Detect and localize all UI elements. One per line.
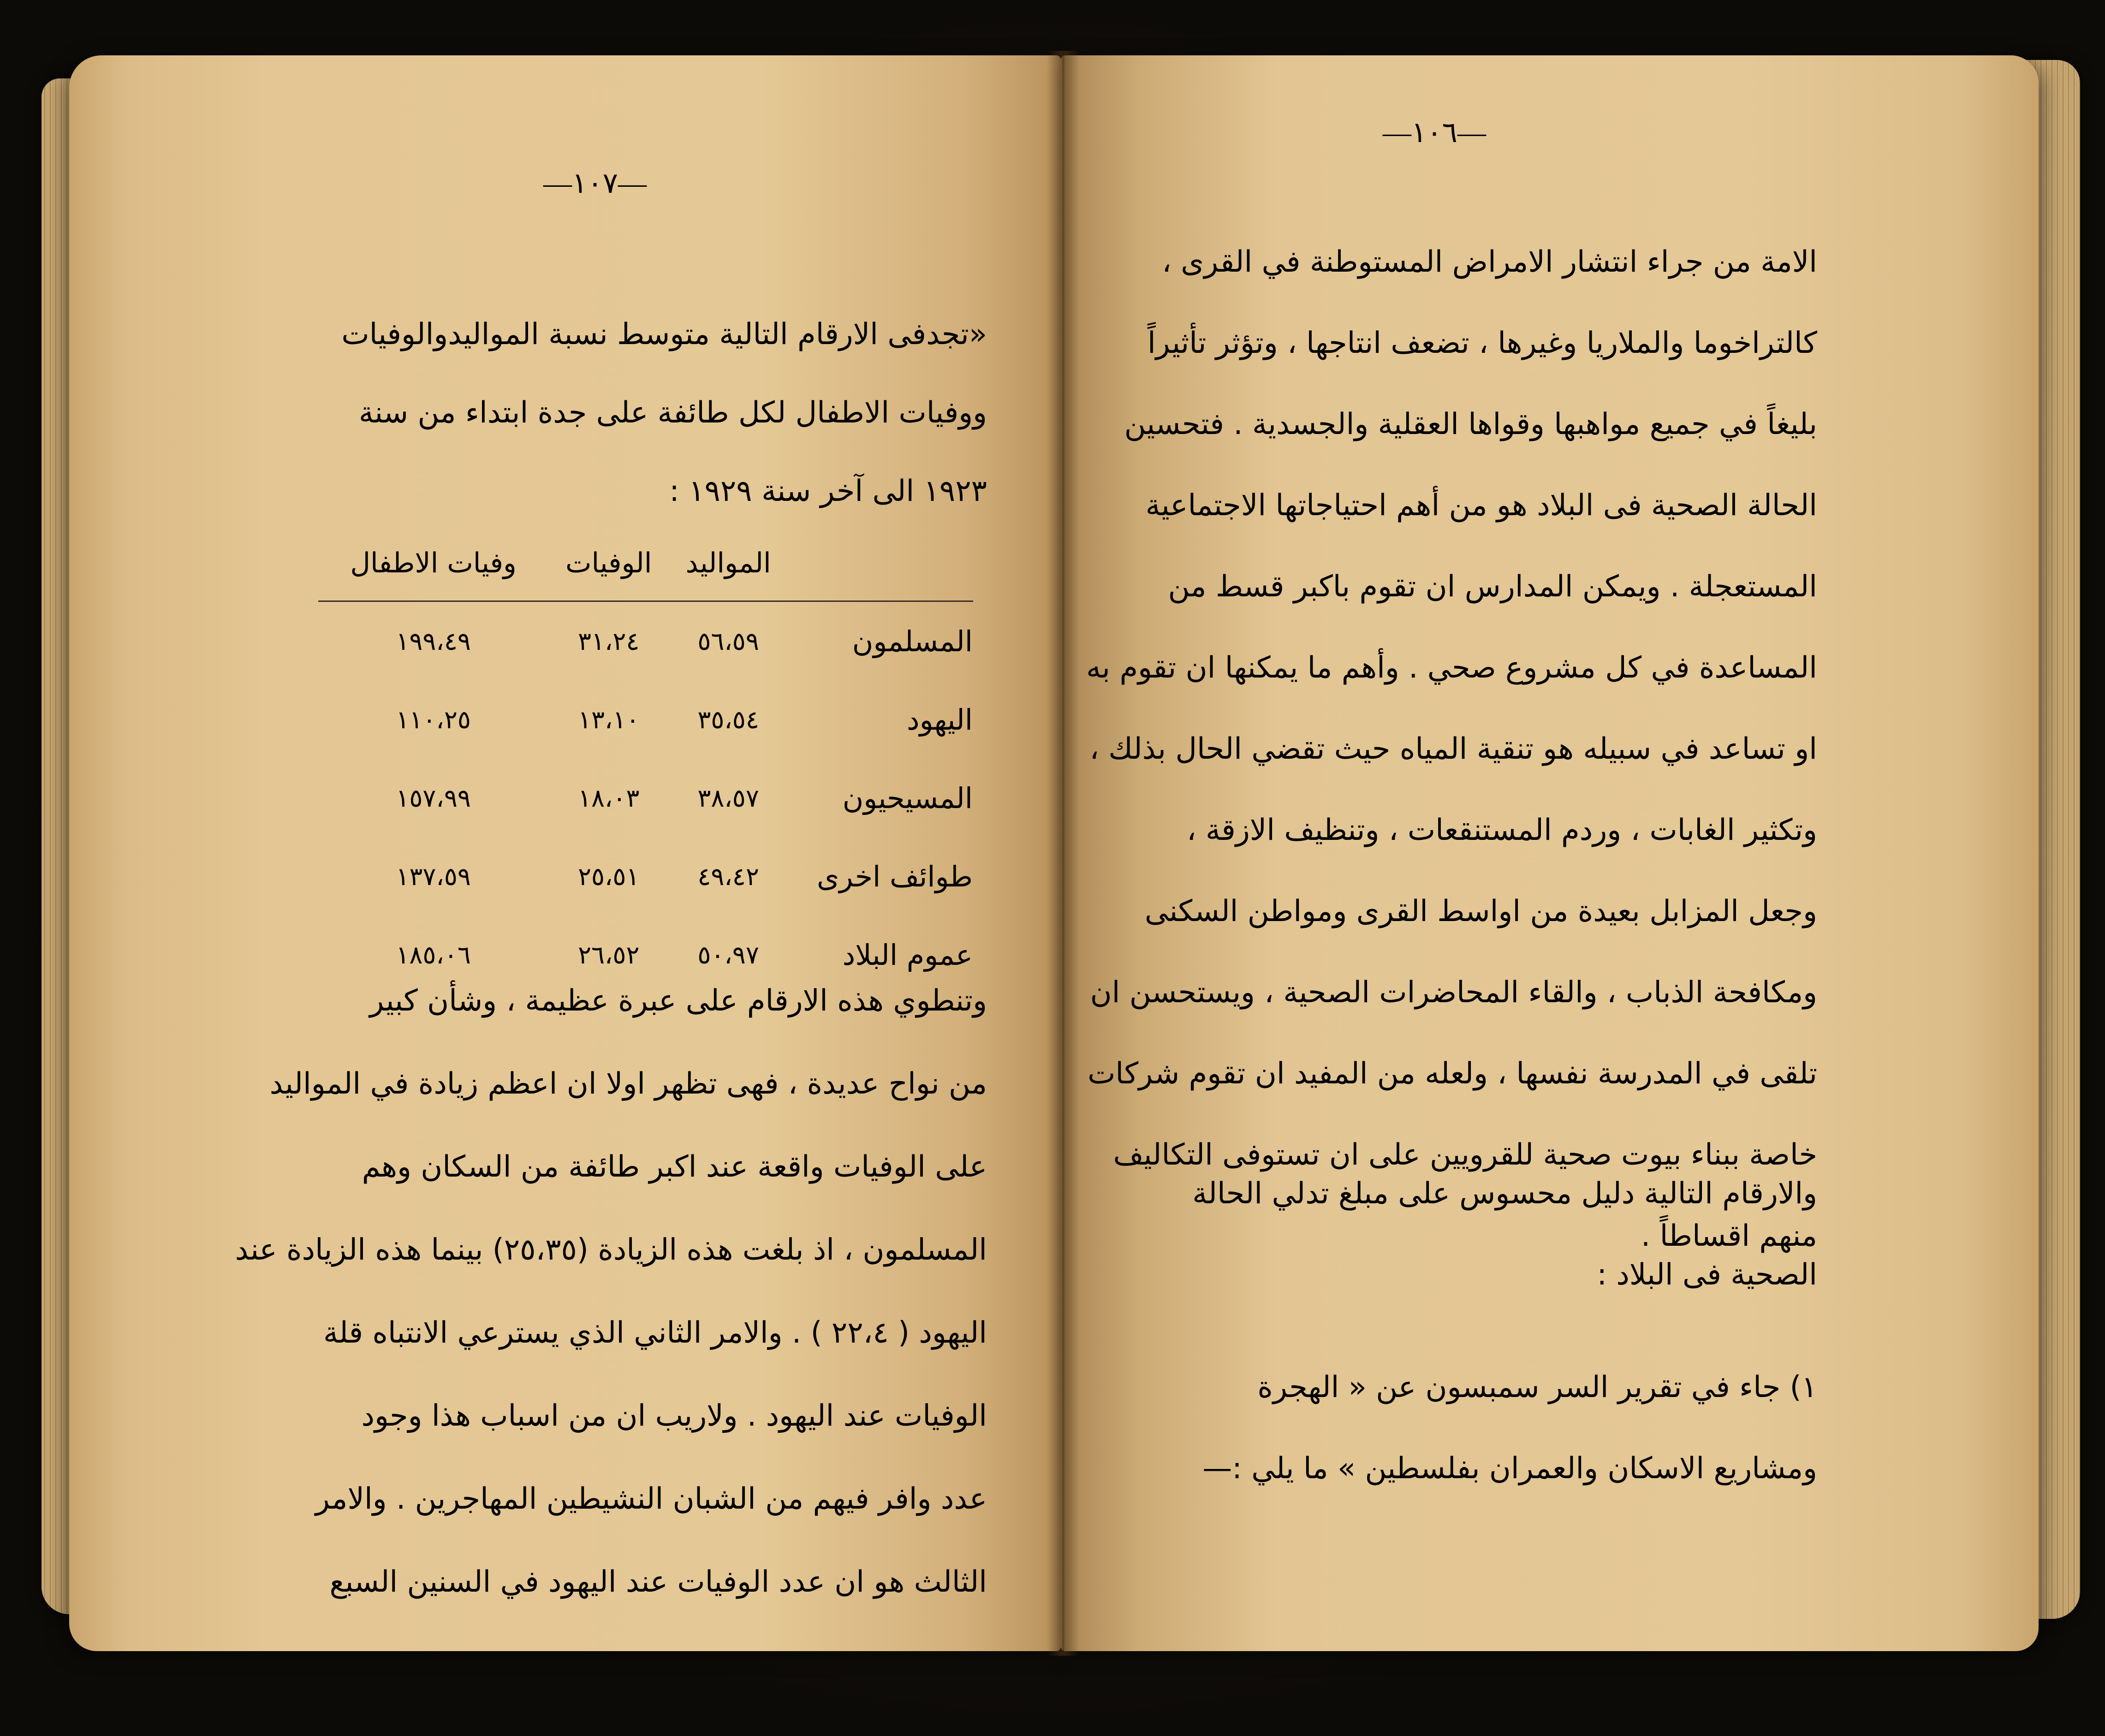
text-line: الحالة الصحية فى البلاد هو من أهم احتياجاتها الاجتماعية (1145, 488, 1817, 523)
text-line: ١) جاء في تقرير السر سمبسون عن « الهجرة (1257, 1370, 1817, 1404)
text-line: والارقام التالية دليل محسوس على مبلغ تدلي الحالة (1192, 1177, 1817, 1211)
text-line: المسلمون ، اذ بلغت هذه الزيادة (٢٥،٣٥) بينما هذه الزيادة عند (235, 1233, 987, 1267)
text-line: من نواح عديدة ، فهى تظهر اولا ان اعظم زيادة في المواليد (269, 1067, 987, 1101)
text-line: الصحية فى البلاد : (1597, 1258, 1817, 1292)
text-line: «تجدفى الارقام التالية متوسط نسبة المواليدوالوفيات (341, 317, 987, 351)
births-cell: ٤٩،٤٢ (697, 862, 759, 891)
text-line: ١٩٢٣ الى آخر سنة ١٩٢٩ : (669, 474, 987, 508)
column-header-infant-deaths: وفيات الاطفال (318, 526, 548, 601)
column-header-group (788, 526, 973, 601)
infant-deaths-cell: ١٥٧،٩٩ (396, 783, 471, 813)
text-line: منهم اقساطاً . (1641, 1219, 1817, 1253)
births-cell: ٥٠،٩٧ (697, 940, 759, 969)
text-line: اليهود ( ٢٢،٤ ) . والامر الثاني الذي يسترعي الانتباه قلة (323, 1316, 987, 1350)
table-row (318, 601, 973, 681)
deaths-cell: ٣١،٢٤ (577, 626, 640, 656)
text-line: على الوفيات واقعة عند اكبر طائفة من السكان وهم (362, 1150, 987, 1184)
text-line: المستعجلة . ويمكن المدارس ان تقوم باكبر قسط من (1168, 570, 1817, 604)
deaths-cell: ١٣،١٠ (577, 705, 640, 734)
left-body-paragraph (235, 959, 987, 1623)
birth-death-stats-table (318, 526, 973, 994)
text-line: وجعل المزابل بعيدة من اواسط القرى ومواطن السكنى (1145, 894, 1817, 928)
text-line: المساعدة في كل مشروع صحي . وأهم ما يمكنها ان تقوم به (1086, 651, 1817, 685)
text-line: ومكافحة الذباب ، والقاء المحاضرات الصحية ، ويستحسن ان (1090, 975, 1817, 1010)
infant-deaths-cell: ١٨٥،٠٦ (396, 940, 471, 969)
deaths-cell: ٢٦،٥٢ (577, 940, 640, 969)
right-stats-intro-paragraph (1144, 1153, 1817, 1315)
text-line: الوفيات عند اليهود . ولاريب ان من اسباب هذا وجود (361, 1399, 987, 1433)
births-cell: ٣٨،٥٧ (697, 783, 759, 813)
infant-deaths-cell: ١١٠،٢٥ (396, 705, 471, 734)
text-line: او تساعد في سبيله هو تنقية المياه حيث تقضي الحال بذلك ، (1089, 732, 1817, 766)
table-row (318, 837, 973, 916)
column-header-deaths: الوفيات (548, 526, 669, 601)
text-line: ووفيات الاطفال لكل طائفة على جدة ابتداء من سنة (358, 396, 987, 430)
text-line: خاصة ببناء بيوت صحية للقرويين على ان تستوفى التكاليف (1113, 1138, 1817, 1172)
births-cell: ٣٥،٥٤ (697, 705, 759, 734)
text-line: وتنطوي هذه الارقام على عبرة عظيمة ، وشأن كبير (369, 984, 987, 1018)
table-header-row (318, 526, 973, 601)
right-body-paragraph (1086, 221, 1817, 1277)
group-cell: المسلمون (852, 624, 973, 658)
infant-deaths-cell: ١٣٧،٥٩ (396, 862, 471, 891)
group-cell: طوائف اخرى (816, 859, 973, 893)
text-line: كالتراخوما والملاريا وغيرها ، تضعف انتاجها ، وتؤثر تأثيراً (1147, 326, 1817, 360)
group-cell: عموم البلاد (842, 938, 973, 972)
infant-deaths-cell: ١٩٩،٤٩ (396, 626, 471, 656)
text-line: وتكثير الغابات ، وردم المستنقعات ، وتنظيف الازقة ، (1186, 813, 1817, 847)
text-line: عدد وافر فيهم من الشبان النشيطين المهاجرين . والامر (315, 1482, 987, 1516)
left-intro-paragraph (304, 295, 987, 530)
text-line: تلقى في المدرسة نفسها ، ولعله من المفيد ان تقوم شركات (1088, 1057, 1817, 1091)
text-line: ومشاريع الاسكان والعمران بفلسطين » ما يلي :— (1202, 1451, 1817, 1486)
book-spine-gutter (1047, 51, 1079, 1656)
group-cell: اليهود (906, 702, 973, 737)
group-cell: المسيحيون (842, 781, 973, 815)
table-row (318, 759, 973, 837)
right-page-number: —١٠٦— (1383, 117, 1486, 149)
column-header-births: المواليد (669, 526, 788, 601)
text-line: بليغاً في جميع مواهبها وقواها العقلية والجسدية . فتحسين (1124, 407, 1817, 441)
text-line: الثالث هو ان عدد الوفيات عند اليهود في السنين السبع (329, 1565, 987, 1599)
deaths-cell: ١٨،٠٣ (577, 783, 640, 813)
deaths-cell: ٢٥،٥١ (577, 862, 640, 891)
births-cell: ٥٦،٥٩ (697, 626, 759, 656)
text-line: الامة من جراء انتشار الامراض المستوطنة في القرى ، (1162, 245, 1817, 279)
left-page-number: —١٠٧— (543, 168, 647, 199)
right-numbered-item (1144, 1347, 1817, 1509)
table-row (318, 680, 973, 759)
